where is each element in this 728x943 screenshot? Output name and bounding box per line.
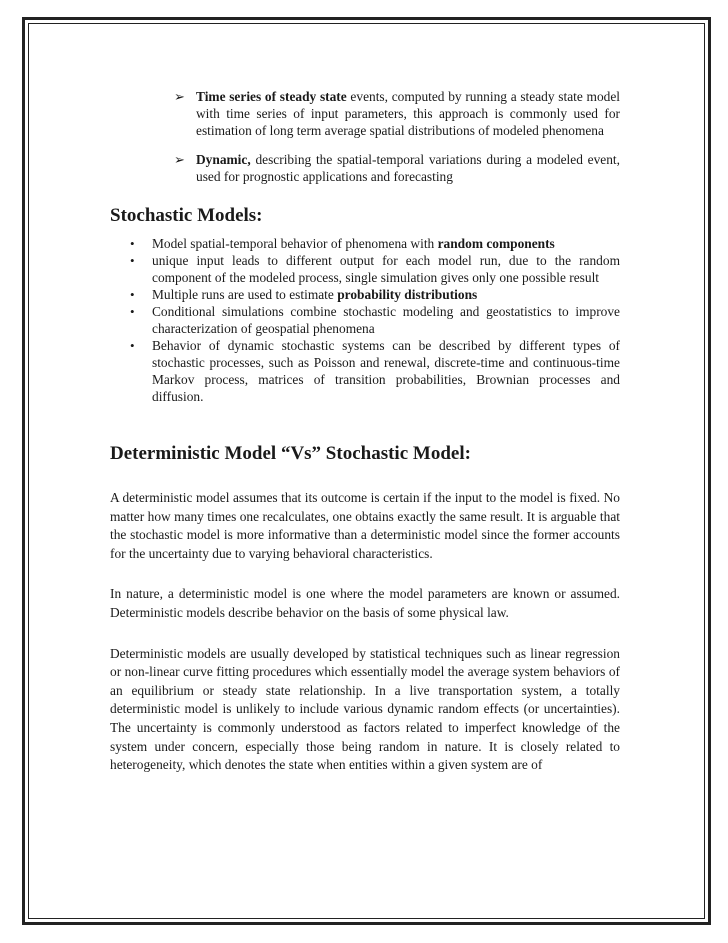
paragraph: In nature, a deterministic model is one where the model parameters are known or assumed. Deterministic models describe behavior on the basis of some physical law. [110,586,620,620]
list-item-text: Behavior of dynamic stochastic systems can be described by different types of stochastic processes, such as Poisson and renewal, discrete-time and continuous-time Markov process, matrices of transition probabilities, Brownian processes and diffusion. [152,338,620,404]
arrow-list-item [110,151,620,185]
stochastic-bullet-list [110,235,620,405]
bullet-icon: • [130,304,135,319]
list-item-emphasis: random components [437,236,555,251]
section-heading-comparison: Deterministic Model “Vs” Stochastic Model: [110,443,471,464]
list-item-text: Conditional simulations combine stochastic modeling and geostatistics to improve characterization of geospatial phenomena [152,304,620,336]
item-term: Dynamic, [196,152,251,167]
list-item-emphasis: probability distributions [337,287,478,302]
list-item-text: Multiple runs are used to estimate [152,287,338,302]
item-term: Time series of steady state [196,89,347,104]
list-item [110,303,620,337]
list-item [110,235,620,252]
document-body [110,88,620,775]
paragraph: Deterministic models are usually developed by statistical techniques such as linear regression or non-linear curve fitting procedures which essentially model the average system behaviors of an equilibrium or steady state relationship. In a live transportation system, a totally deterministic model is unlikely to include various dynamic random effects (or uncertainties). The uncertainty is commonly understood as factors related to imperfect knowledge of the system under concern, especially those being random in nature. It is closely related to heterogeneity, which denotes the state when entities within a given system are of [110,645,620,773]
arrow-bullet-icon: ➢ [174,152,185,167]
bullet-icon: • [130,253,135,268]
section-heading-stochastic: Stochastic Models: [110,205,263,226]
arrow-list-item [110,88,620,139]
list-item-text: unique input leads to different output for each model run, due to the random component of the modeled process, single simulation gives only one possible result [152,253,620,285]
bullet-icon: • [130,338,135,353]
list-item [110,286,620,303]
bullet-icon: • [130,236,135,251]
paragraph: A deterministic model assumes that its outcome is certain if the input to the model is fixed. No matter how many times one recalculates, one obtains exactly the same result. It is arguable that the stochastic model is more informative than a deterministic model since the former accounts for the uncertainty due to varying behavioral characteristics. [110,490,620,561]
arrow-bullet-icon: ➢ [174,89,185,104]
list-item-text: Model spatial-temporal behavior of phenomena with [152,236,438,251]
list-item [110,337,620,405]
item-text: describing the spatial-temporal variations during a modeled event, used for prognostic applications and forecasting [196,152,620,184]
bullet-icon: • [130,287,135,302]
list-item [110,252,620,286]
item-text: events, computed by running a steady state model with time series of input parameters, this approach is commonly used for estimation of long term average spatial distributions of modeled phenomena [196,89,620,138]
